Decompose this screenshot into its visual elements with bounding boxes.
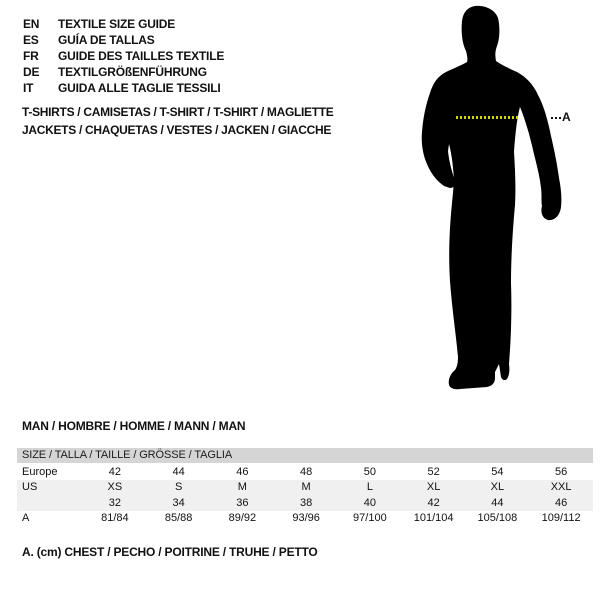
man-silhouette-path: [422, 6, 562, 389]
man-silhouette-svg: [405, 5, 575, 400]
table-cell: XL: [426, 481, 441, 494]
language-code: FR: [23, 49, 39, 63]
table-cell: 89/92: [228, 512, 257, 525]
table-cell: 44: [491, 496, 504, 509]
table-cell: S: [174, 481, 183, 494]
table-cell: 54: [491, 465, 504, 478]
table-cell: 42: [108, 465, 121, 478]
language-label: GUIDA ALLE TAGLIE TESSILI: [58, 81, 221, 95]
table-cell: 34: [172, 496, 185, 509]
table-row-label: A: [22, 512, 30, 525]
language-row: [23, 48, 224, 64]
table-row: [17, 464, 593, 480]
size-table: [17, 448, 593, 526]
language-code: ES: [23, 33, 39, 47]
size-table-header: SIZE / TALLA / TAILLE / GRÖSSE / TAGLIA: [17, 448, 593, 463]
language-label: GUIDE DES TAILLES TEXTILE: [58, 49, 225, 63]
language-code: IT: [23, 81, 34, 95]
table-cell: XL: [490, 481, 505, 494]
category-line: T-SHIRTS / CAMISETAS / T-SHIRT / T-SHIRT / MAGLIETTE: [22, 105, 334, 119]
language-row: [23, 64, 224, 80]
table-cell: 40: [363, 496, 376, 509]
table-cell: 105/108: [477, 512, 518, 525]
table-cell: M: [237, 481, 247, 494]
language-code: DE: [23, 65, 40, 79]
table-row-label: Europe: [22, 465, 58, 478]
language-row: [23, 32, 224, 48]
language-row: [23, 80, 224, 96]
language-list: [23, 16, 224, 96]
table-cell: 42: [427, 496, 440, 509]
table-row: [17, 511, 593, 527]
table-row: [17, 495, 593, 511]
table-row-label: US: [22, 481, 38, 494]
language-code: EN: [23, 17, 40, 31]
measurement-footnote: A. (cm) CHEST / PECHO / POITRINE / TRUHE / PETTO: [22, 545, 318, 559]
language-label: TEXTILE SIZE GUIDE: [58, 17, 176, 31]
man-silhouette: [405, 5, 575, 400]
table-cell: XXL: [550, 481, 572, 494]
table-cell: 38: [300, 496, 313, 509]
measure-label-a: A: [562, 110, 571, 124]
table-cell: 85/88: [164, 512, 193, 525]
language-label: TEXTILGRÖßENFÜHRUNG: [58, 65, 207, 79]
table-cell: 52: [427, 465, 440, 478]
table-cell: 32: [108, 496, 121, 509]
table-cell: 101/104: [413, 512, 454, 525]
table-cell: 50: [363, 465, 376, 478]
chest-measure-dash-line: [456, 116, 518, 119]
table-cell: 44: [172, 465, 185, 478]
table-cell: 93/96: [292, 512, 320, 525]
category-list: [22, 103, 334, 139]
language-label: GUÍA DE TALLAS: [58, 33, 155, 47]
table-cell: 46: [236, 465, 249, 478]
table-cell: 46: [555, 496, 568, 509]
table-cell: M: [301, 481, 311, 494]
table-cell: XS: [107, 481, 123, 494]
measure-leader-dash-line: [551, 117, 561, 119]
table-cell: 81/84: [101, 512, 129, 525]
category-line: JACKETS / CHAQUETAS / VESTES / JACKEN / GIACCHE: [22, 123, 332, 137]
table-cell: L: [366, 481, 373, 494]
table-cell: 36: [236, 496, 249, 509]
table-cell: 109/112: [541, 512, 581, 525]
table-cell: 97/100: [353, 512, 387, 525]
section-title-man: MAN / HOMBRE / HOMME / MANN / MAN: [22, 419, 246, 433]
language-row: [23, 16, 224, 32]
table-row: [17, 480, 593, 496]
table-cell: 48: [300, 465, 313, 478]
table-cell: 56: [555, 465, 568, 478]
